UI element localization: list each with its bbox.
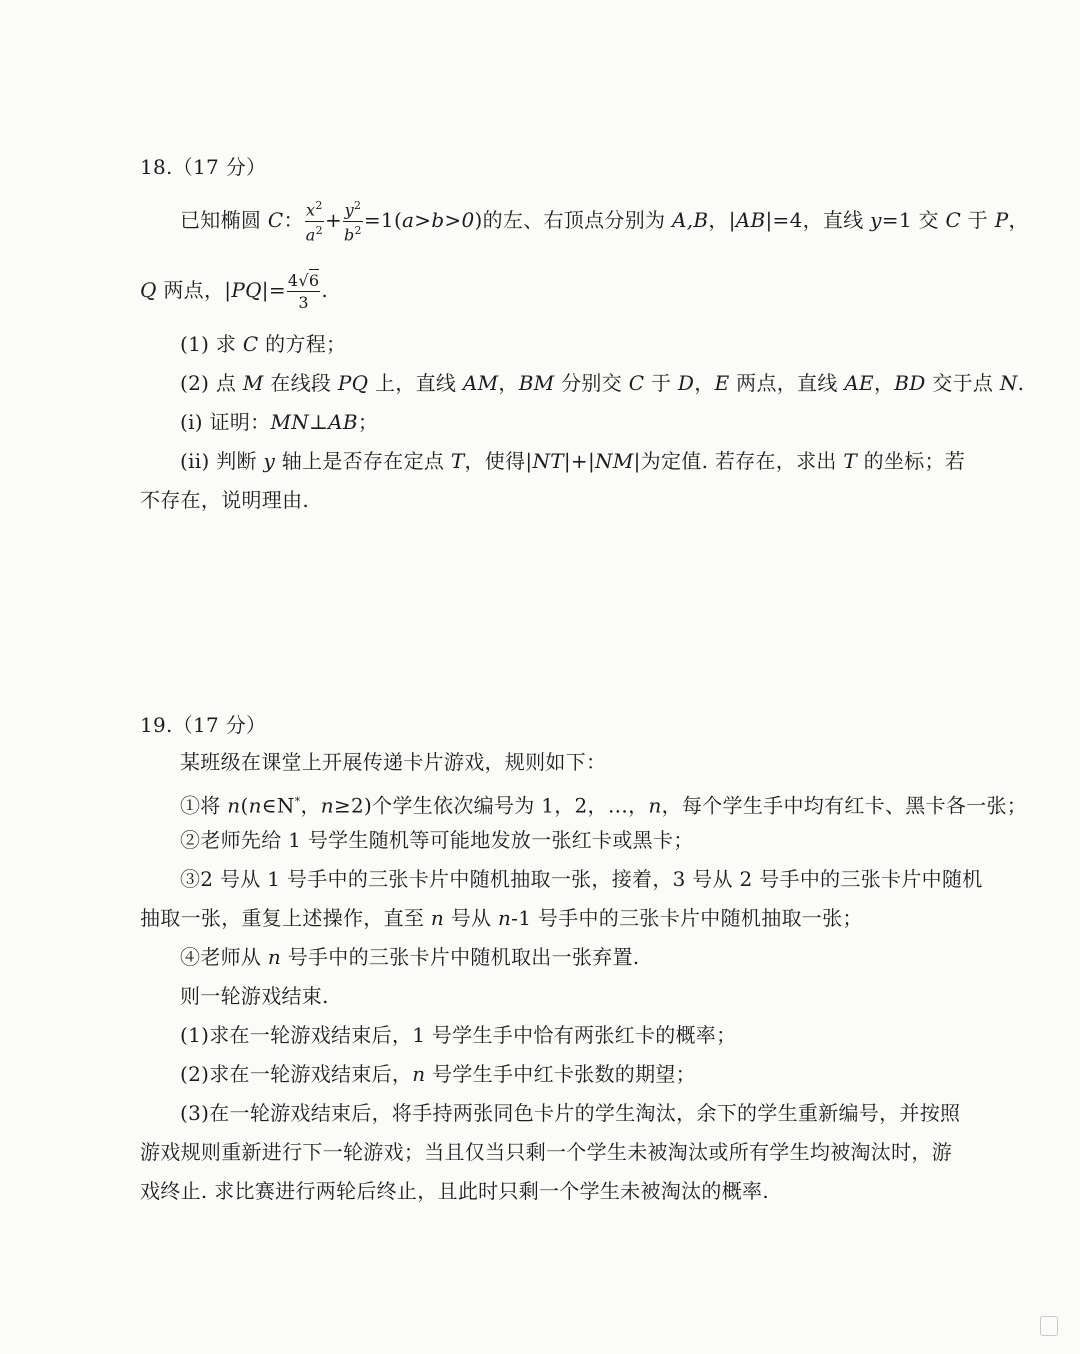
question-3-cont-2: 戏终止. 求比赛进行两轮后终止，且此时只剩一个学生未被淘汰的概率.	[140, 1179, 769, 1203]
rule-4: ④老师从 n 号手中的三张卡片中随机取出一张弃置.	[180, 945, 640, 969]
question-2: (2)求在一轮游戏结束后，n 号学生手中红卡张数的期望；	[180, 1062, 696, 1086]
problem-number: 19.	[140, 713, 173, 737]
pq-length-fraction: $\frac{4√6}{3}$	[287, 270, 320, 312]
problem-19	[140, 708, 1028, 1211]
problem-18	[140, 150, 1029, 520]
corner-mark-icon	[1040, 1316, 1058, 1336]
subquestion-2: (2) 点 M 在线段 PQ 上，直线 AM，BM 分别交 C 于 D，E 两点，直线 AE，BD 交于点 N.	[180, 371, 1025, 395]
subquestion-2-i: (i) 证明：MN⊥AB；	[180, 410, 379, 434]
problem-18-intro: 已知椭圆 C： $\frac{x^2}{a^2}$ + $\frac{y^2}{b^2}$ =1(a>b>0)的左、右顶点分别为 A,B，|AB|=4，直线 y=1 交 C 于 P，	[180, 199, 1029, 244]
problem-score: （17 分）	[172, 155, 267, 179]
problem-number: 18.	[140, 155, 173, 179]
problem-19-intro: 某班级在课堂上开展传递卡片游戏，规则如下：	[180, 750, 607, 774]
subquestion-2-ii-cont: 不存在，说明理由.	[140, 488, 310, 512]
ellipse-fraction-x: $\frac{x^2}{a^2}$	[305, 199, 323, 244]
question-3-cont: 游戏规则重新进行下一轮游戏；当且仅当只剩一个学生未被淘汰或所有学生均被淘汰时，游	[140, 1140, 952, 1164]
ellipse-fraction-y: $\frac{y^2}{b^2}$	[344, 199, 362, 244]
problem-19-heading	[140, 708, 980, 743]
problem-score: （17 分）	[172, 713, 267, 737]
subquestion-2-ii: (ii) 判断 y 轴上是否存在定点 T，使得|NT|+|NM|为定值. 若存在，求出 T 的坐标；若	[180, 449, 966, 473]
question-1: (1)求在一轮游戏结束后，1 号学生手中恰有两张红卡的概率；	[180, 1023, 737, 1047]
question-3: (3)在一轮游戏结束后，将手持两张同色卡片的学生淘汰，余下的学生重新编号，并按照	[180, 1101, 961, 1125]
round-end: 则一轮游戏结束.	[180, 984, 329, 1008]
rule-3-cont: 抽取一张，重复上述操作，直至 n 号从 n-1 号手中的三张卡片中随机抽取一张；	[140, 906, 863, 930]
rule-2: ②老师先给 1 号学生随机等可能地发放一张红卡或黑卡；	[180, 828, 694, 852]
rule-3: ③2 号从 1 号手中的三张卡片中随机抽取一张，接着，3 号从 2 号手中的三张卡片中随机	[180, 867, 983, 891]
problem-18-heading	[140, 150, 980, 185]
problem-18-intro-cont: Q 两点，|PQ|= $\frac{4√6}{3}$ .	[140, 270, 329, 312]
subquestion-1: (1) 求 C 的方程；	[180, 332, 347, 356]
rule-1: ①将 n(n∈N*，n≥2)个学生依次编号为 1，2，…，n，每个学生手中均有红卡、黑卡各一张；	[180, 793, 1028, 818]
